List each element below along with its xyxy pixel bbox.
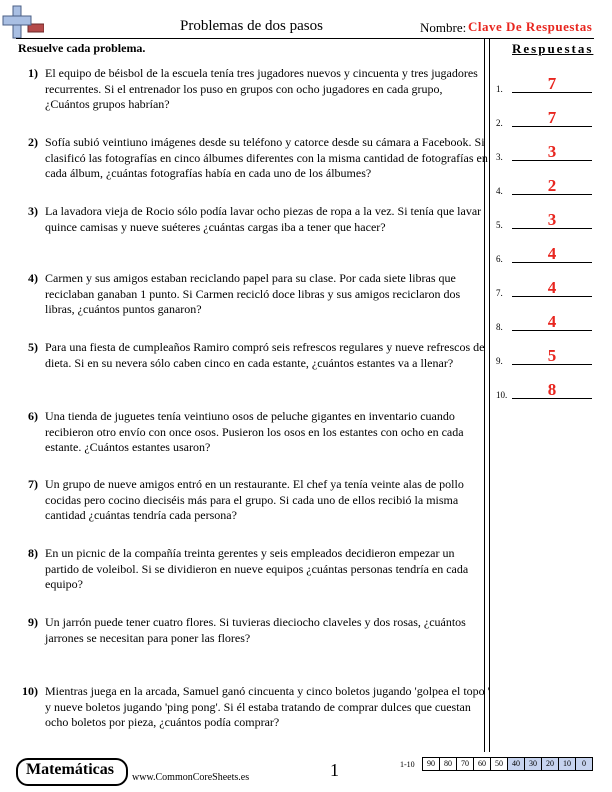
answer-value: 4 xyxy=(547,244,557,263)
logo xyxy=(2,4,44,42)
question-text: El equipo de béisbol de la escuela tenía tres jugadores nuevos y cincuenta y tres jugadores recurrentes. Si el entrenador los puso en grupos con ocho jugadores en cada grupo, ¿Cuántos grupos habrían? xyxy=(45,66,478,111)
answer-number: 1. xyxy=(496,84,503,94)
answer-number: 6. xyxy=(496,254,503,264)
header-divider xyxy=(16,38,594,39)
answer-value: 8 xyxy=(547,380,557,399)
score-cell: 10 xyxy=(558,757,576,771)
question-number: 4) xyxy=(28,271,38,285)
question-text: Un jarrón puede tener cuatro flores. Si tuvieras dieciocho claveles y dos rosas, ¿cuántos jarrones se necesitan para poner las flores? xyxy=(45,615,466,645)
score-cell: 60 xyxy=(473,757,491,771)
answer-1 xyxy=(496,75,596,95)
name-value: Clave De Respuestas xyxy=(468,19,593,34)
answer-value: 3 xyxy=(547,142,557,161)
question-text: Sofía subió veintiuno imágenes desde su teléfono y catorce desde su cámara a Facebook. Si clasificó las fotografías en cinco álbumes diferentes con la misma cantidad de fotografías en cada álbum, ¿cuántas fotografías había en cada uno de los álbumes? xyxy=(45,135,488,180)
answer-number: 10. xyxy=(496,390,508,400)
answer-6 xyxy=(496,245,596,265)
score-table xyxy=(423,757,593,771)
question-number: 1) xyxy=(28,66,38,80)
score-cell: 80 xyxy=(439,757,457,771)
answers-title: Respuestas xyxy=(512,41,594,56)
score-cell: 0 xyxy=(575,757,593,771)
question-number: 6) xyxy=(28,409,38,423)
score-cell: 70 xyxy=(456,757,474,771)
name-label: Nombre: xyxy=(420,20,467,35)
answer-value: 7 xyxy=(547,74,557,93)
answer-number: 4. xyxy=(496,186,503,196)
answer-number: 9. xyxy=(496,356,503,366)
question-text: En un picnic de la compañía treinta gerentes y seis empleados decidieron empezar un partido de voleibol. Si se dividieron en nueve equipos ¿cuántas personas tendría en cada equipo? xyxy=(45,546,469,591)
answer-number: 2. xyxy=(496,118,503,128)
score-cell: 90 xyxy=(422,757,440,771)
score-cell: 50 xyxy=(490,757,508,771)
answer-7 xyxy=(496,279,596,299)
question-number: 10) xyxy=(22,684,38,698)
question-text: Mientras juega en la arcada, Samuel ganó cincuenta y cinco boletos jugando 'golpea el topo ' y nueve boletos jugando 'ping pong'. Si él estaba tratando de comprar dulces que cuestan ocho boletos por pieza, ¿cuántos podía comprar? xyxy=(45,684,490,729)
question-number: 3) xyxy=(28,204,38,218)
question-number: 8) xyxy=(28,546,38,560)
score-cell: 30 xyxy=(524,757,542,771)
answer-9 xyxy=(496,347,596,367)
answer-value: 4 xyxy=(547,312,557,331)
instructions: Resuelve cada problema. xyxy=(18,41,146,55)
question-number: 7) xyxy=(28,477,38,491)
answer-2 xyxy=(496,109,596,129)
answer-value: 7 xyxy=(547,108,557,127)
answer-number: 3. xyxy=(496,152,503,162)
answer-value: 2 xyxy=(547,176,557,195)
question-text: La lavadora vieja de Rocio sólo podía lavar ocho piezas de ropa a la vez. Si tenía que lavar quince camisas y nueve suéteres ¿cuántas cargas iba a tener que hacer? xyxy=(45,204,482,234)
page-number: 1 xyxy=(330,760,339,780)
question-text: Una tienda de juguetes tenía veintiuno osos de peluche gigantes en inventario cuando recibieron otro envío con once osos. Pusieron los osos en los estantes con ocho en cada estante. ¿Cuántos estantes usaron? xyxy=(45,409,464,454)
answer-number: 7. xyxy=(496,288,503,298)
answer-number: 8. xyxy=(496,322,503,332)
question-text: Carmen y sus amigos estaban reciclando papel para su clase. Por cada siete libras que reciclaban ganaban 1 punto. Si Carmen recicló doce libras y sus amigos reciclaron dos libras, ¿cuántos puntos ganaron? xyxy=(45,271,461,316)
score-cell: 20 xyxy=(541,757,559,771)
score-cell: 40 xyxy=(507,757,525,771)
brand-text: Matemáticas xyxy=(26,761,114,778)
answer-3 xyxy=(496,143,596,163)
site-url: www.CommonCoreSheets.es xyxy=(132,772,250,783)
score-range-label: 1-10 xyxy=(400,760,415,769)
answer-value: 4 xyxy=(547,278,557,297)
question-text: Para una fiesta de cumpleaños Ramiro compró seis refrescos regulares y nueve refrescos de dieta. Si en su nevera sólo caben cinco en cada estante, ¿cuántos estantes va a llenar? xyxy=(45,340,485,370)
answer-number: 5. xyxy=(496,220,503,230)
answer-10 xyxy=(496,381,596,401)
answer-value: 5 xyxy=(547,346,557,365)
page-title: Problemas de dos pasos xyxy=(180,18,323,34)
answer-4 xyxy=(496,177,596,197)
question-number: 2) xyxy=(28,135,38,149)
answer-8 xyxy=(496,313,596,333)
question-text: Un grupo de nueve amigos entró en un restaurante. El chef ya tenía veinte alas de pollo cocidas pero cocino dieciséis más para el grupo. Si cada uno de ellos recibió la misma cantidad ¿cuántas tendría cada persona? xyxy=(45,477,464,522)
answer-5 xyxy=(496,211,596,231)
question-number: 9) xyxy=(28,615,38,629)
answer-value: 3 xyxy=(547,210,557,229)
question-number: 5) xyxy=(28,340,38,354)
